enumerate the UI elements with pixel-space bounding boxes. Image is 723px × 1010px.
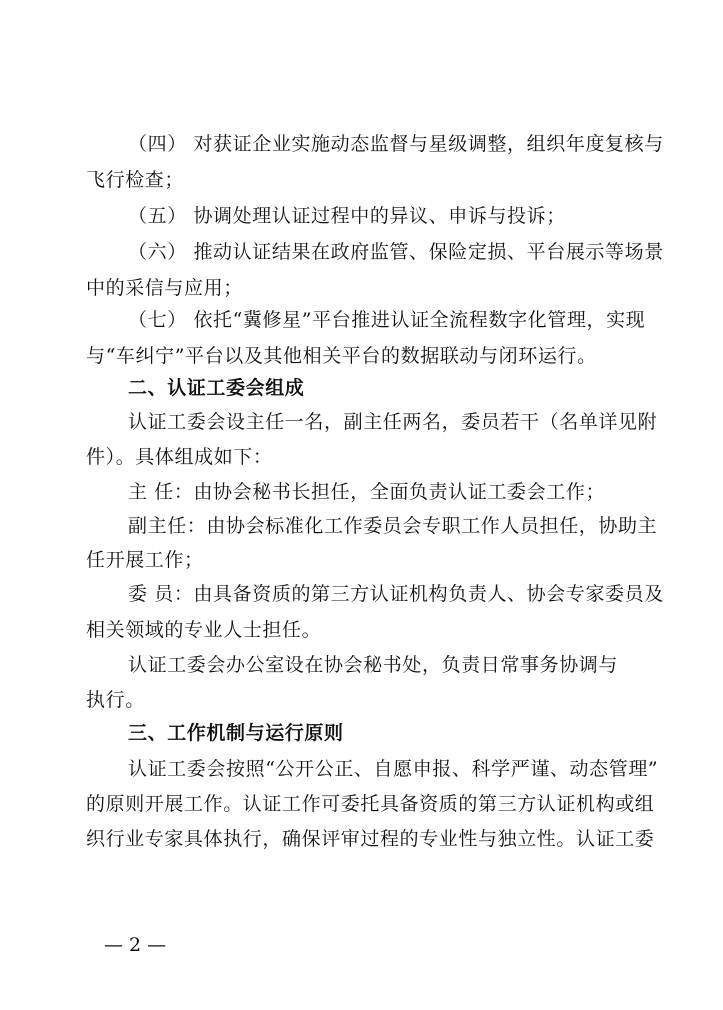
- section-heading: 二、认证工委会组成: [128, 377, 305, 399]
- paragraph-line: 相关领域的专业人士担任。: [86, 619, 322, 641]
- paragraph-line: 件）。具体组成如下：: [86, 446, 273, 468]
- paragraph-line: 飞行检查；: [86, 169, 185, 191]
- paragraph-line: 任开展工作；: [86, 549, 204, 571]
- paragraph-line: 执行。: [86, 689, 145, 711]
- page-number: — 2 —: [104, 934, 167, 956]
- paragraph-line: 认证工委会按照“公开公正、自愿申报、科学严谨、动态管理”: [128, 758, 659, 780]
- paragraph-line: （六） 推动认证结果在政府监管、保险定损、平台展示等场景: [128, 241, 664, 263]
- section-heading: 三、工作机制与运行原则: [128, 722, 344, 744]
- paragraph-line: 的原则开展工作。认证工作可委托具备资质的第三方认证机构或组: [86, 793, 655, 815]
- paragraph-line: （四） 对获证企业实施动态监督与星级调整，组织年度复核与: [128, 133, 664, 155]
- paragraph-line: 主 任：由协会秘书长担任，全面负责认证工委会工作；: [128, 481, 606, 503]
- paragraph-line: 中的采信与应用；: [86, 277, 243, 299]
- paragraph-line: 认证工委会办公室设在协会秘书处，负责日常事务协调与: [128, 654, 619, 676]
- paragraph-line: 与“车纠宁”平台以及其他相关平台的数据联动与闭环运行。: [86, 345, 597, 367]
- paragraph-line: 认证工委会设主任一名，副主任两名，委员若干（名单详见附: [128, 411, 658, 433]
- paragraph-line: 织行业专家具体执行，确保评审过程的专业性与独立性。认证工委: [86, 828, 655, 850]
- paragraph-line: 副主任：由协会标准化工作委员会专职工作人员担任，协助主: [128, 515, 658, 537]
- paragraph-line: （五） 协调处理认证过程中的异议、申诉与投诉；: [128, 205, 566, 227]
- paragraph-line: 委 员：由具备资质的第三方认证机构负责人、协会专家委员及: [128, 583, 664, 605]
- paragraph-line: （七） 依托“冀修星”平台推进认证全流程数字化管理，实现: [128, 309, 646, 331]
